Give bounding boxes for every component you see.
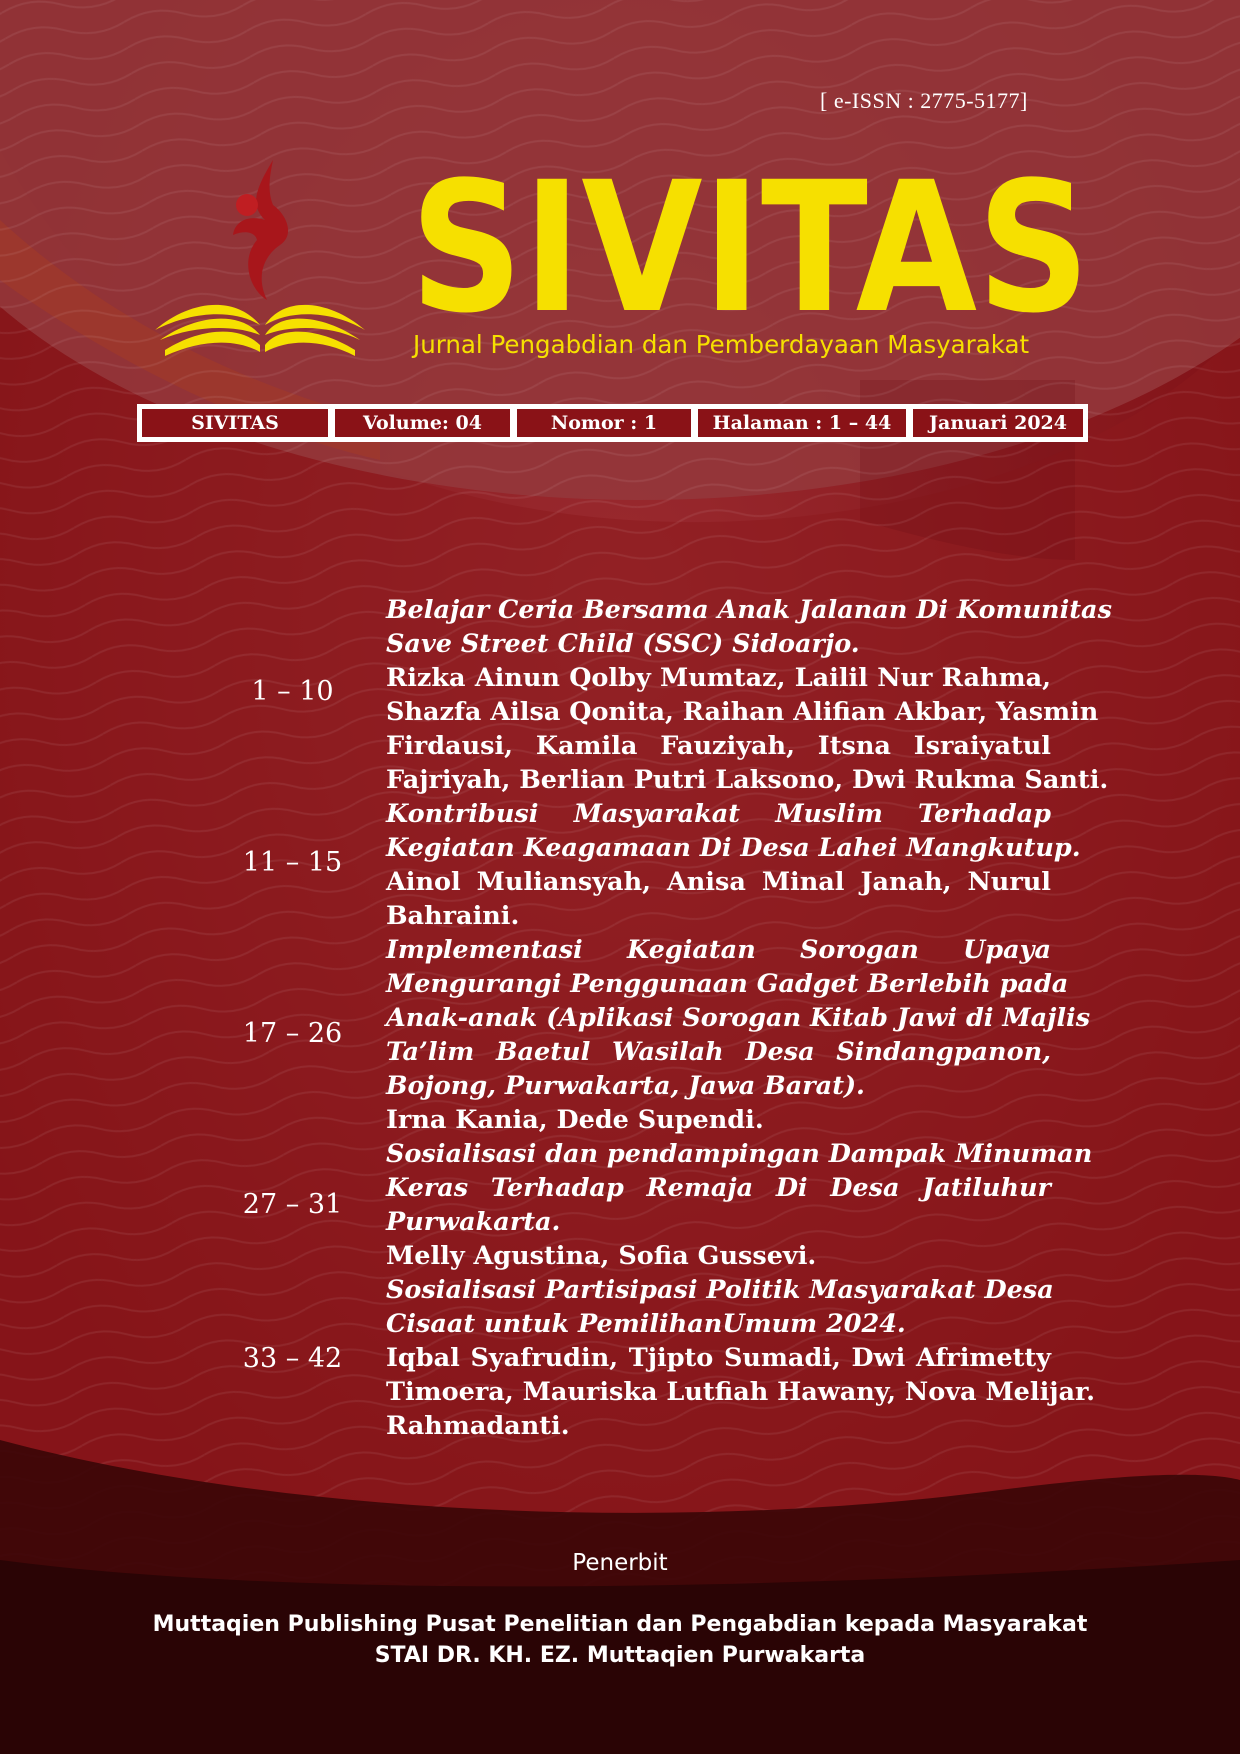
article-author-line: Timoera, Mauriska Lutfiah Hawany, Nova Melijar. [386, 1377, 1095, 1407]
article-title-line: Ta’lim Baetul Wasilah Desa Sindangpanon, [386, 1037, 1051, 1067]
article-pages: 33 – 42 [242, 1343, 343, 1374]
article-author-line: Rizka Ainun Qolby Mumtaz, Lailil Nur Rahma, [386, 663, 1051, 693]
article-pages: 11 – 15 [242, 847, 343, 878]
publisher-institution: STAI DR. KH. EZ. Muttaqien Purwakarta [374, 1643, 866, 1668]
publisher-label: Penerbit [572, 1550, 668, 1576]
article-title-line: Kontribusi Masyarakat Muslim Terhadap [386, 799, 1051, 829]
issn-label: [ e-ISSN : 2775-5177] [820, 88, 1028, 113]
article-author-line: Irna Kania, Dede Supendi. [386, 1105, 764, 1135]
journal-title-text: SIVITAS [410, 150, 1090, 330]
info-number: Nomor : 1 [517, 409, 691, 437]
article-author-line: Rahmadanti. [386, 1411, 570, 1441]
info-journal: SIVITAS [142, 409, 328, 437]
open-book-flame-logo-icon [155, 160, 370, 360]
journal-subtitle: Jurnal Pengabdian dan Pemberdayaan Masyarakat [413, 330, 1030, 359]
article-title-line: Sosialisasi Partisipasi Politik Masyarakat Desa [386, 1275, 1054, 1305]
article-title-line: Keras Terhadap Remaja Di Desa Jatiluhur [386, 1173, 1051, 1203]
article-title-line: Kegiatan Keagamaan Di Desa Lahei Mangkutup. [386, 833, 1081, 863]
article-title-line: Cisaat untuk PemilihanUmum 2024. [386, 1309, 906, 1339]
article-author-line: Firdausi, Kamila Fauziyah, Itsna Israiyatul [386, 731, 1051, 761]
info-date: Januari 2024 [913, 409, 1083, 437]
article-author-line: Bahraini. [386, 901, 520, 931]
article-pages: 17 – 26 [242, 1018, 343, 1049]
article-author-line: Iqbal Syafrudin, Tjipto Sumadi, Dwi Afrimetty [386, 1343, 1051, 1373]
article-pages: 1 – 10 [251, 676, 334, 707]
article-title-line: Purwakarta. [386, 1207, 561, 1237]
article-pages: 27 – 31 [242, 1189, 343, 1220]
article-title-line: Implementasi Kegiatan Sorogan Upaya [386, 935, 1051, 965]
article-title-line: Save Street Child (SSC) Sidoarjo. [386, 629, 860, 659]
article-title-line: Mengurangi Penggunaan Gadget Berlebih pada [386, 969, 1069, 999]
article-title-line: Anak-anak (Aplikasi Sorogan Kitab Jawi di Majlis [386, 1003, 1091, 1033]
article-author-line: Ainol Muliansyah, Anisa Minal Janah, Nurul [386, 867, 1051, 897]
article-author-line: Fajriyah, Berlian Putri Laksono, Dwi Rukma Santi. [386, 765, 1109, 795]
article-title-line: Bojong, Purwakarta, Jawa Barat). [386, 1071, 865, 1101]
article-author-line: Shazfa Ailsa Qonita, Raihan Alifian Akbar, Yasmin [386, 697, 1099, 727]
article-title-line: Sosialisasi dan pendampingan Dampak Minuman [386, 1139, 1093, 1169]
article-author-line: Melly Agustina, Sofia Gussevi. [386, 1241, 817, 1271]
article-title-line: Belajar Ceria Bersama Anak Jalanan Di Komunitas [386, 595, 1112, 625]
info-volume: Volume: 04 [335, 409, 510, 437]
publisher-name: Muttaqien Publishing Pusat Penelitian dan Pengabdian kepada Masyarakat [152, 1612, 1088, 1637]
issue-info-bar [137, 404, 1088, 442]
journal-title [405, 150, 1095, 330]
info-pages: Halaman : 1 – 44 [698, 409, 906, 437]
